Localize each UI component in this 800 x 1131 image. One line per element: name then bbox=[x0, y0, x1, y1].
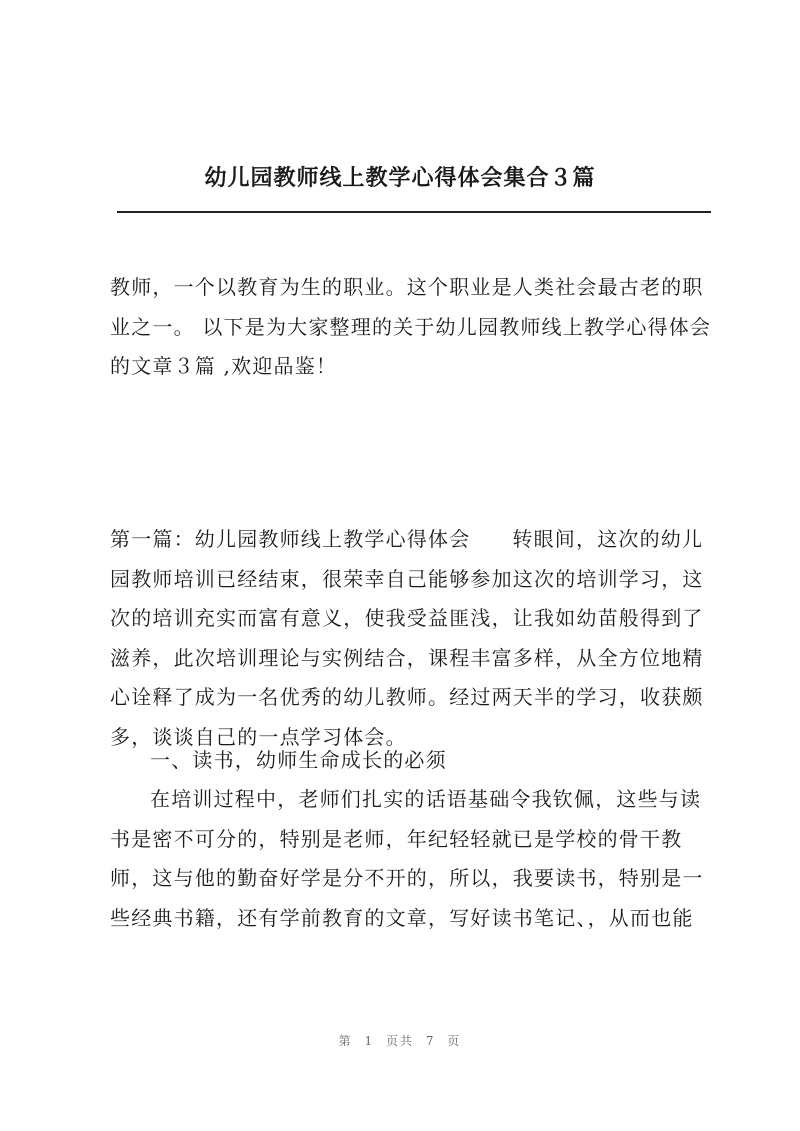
document-title: 幼儿园教师线上教学心得体会集合３篇 bbox=[204, 165, 596, 191]
footer-page-number: 1 bbox=[364, 1034, 375, 1048]
body-paragraph-reading: 在培训过程中，老师们扎实的话语基础令我钦佩，这些与读书是密不可分的，特别是老师，年纪轻轻就已是学校的骨干教师，这与他的勤奋好学是分不开的，所以，我要读书，特别是一些经典书籍，还有学前教育的文章，写好读书笔记、，从而也能 bbox=[110, 787, 704, 930]
footer-middle: 页共 bbox=[385, 1034, 414, 1048]
subheading-reading: 一、读书，幼师生命成长的必须 bbox=[150, 748, 447, 772]
section-body: 转眼间，这次的幼儿园教师培训已经结束，很荣幸自己能够参加这次的培训学习，这次的培训充实而富有意义，使我受益匪浅，让我如幼苗般得到了滋养，此次培训理论与实例结合，课程丰富多样，从全方位地精心诠释了成为一名优秀的幼儿教师。经过两天半的学习，收获颇多，谈谈自己的一点学习体会。 bbox=[110, 527, 704, 749]
section-paragraph bbox=[110, 520, 716, 757]
intro-paragraph: 教师，一个以教育为生的职业。这个职业是人类社会最古老的职业之一。 以下是为大家整理的关于幼儿园教师线上教学心得体会的文章３篇 ,欢迎品鉴！ bbox=[110, 275, 712, 378]
footer-total-pages: 7 bbox=[425, 1034, 436, 1048]
section-title: 第一篇：幼儿园教师线上教学心得体会 bbox=[110, 527, 471, 551]
title-divider bbox=[117, 211, 711, 213]
footer-suffix: 页 bbox=[447, 1034, 462, 1048]
footer-prefix: 第 bbox=[338, 1034, 353, 1048]
page-footer bbox=[0, 1032, 800, 1049]
